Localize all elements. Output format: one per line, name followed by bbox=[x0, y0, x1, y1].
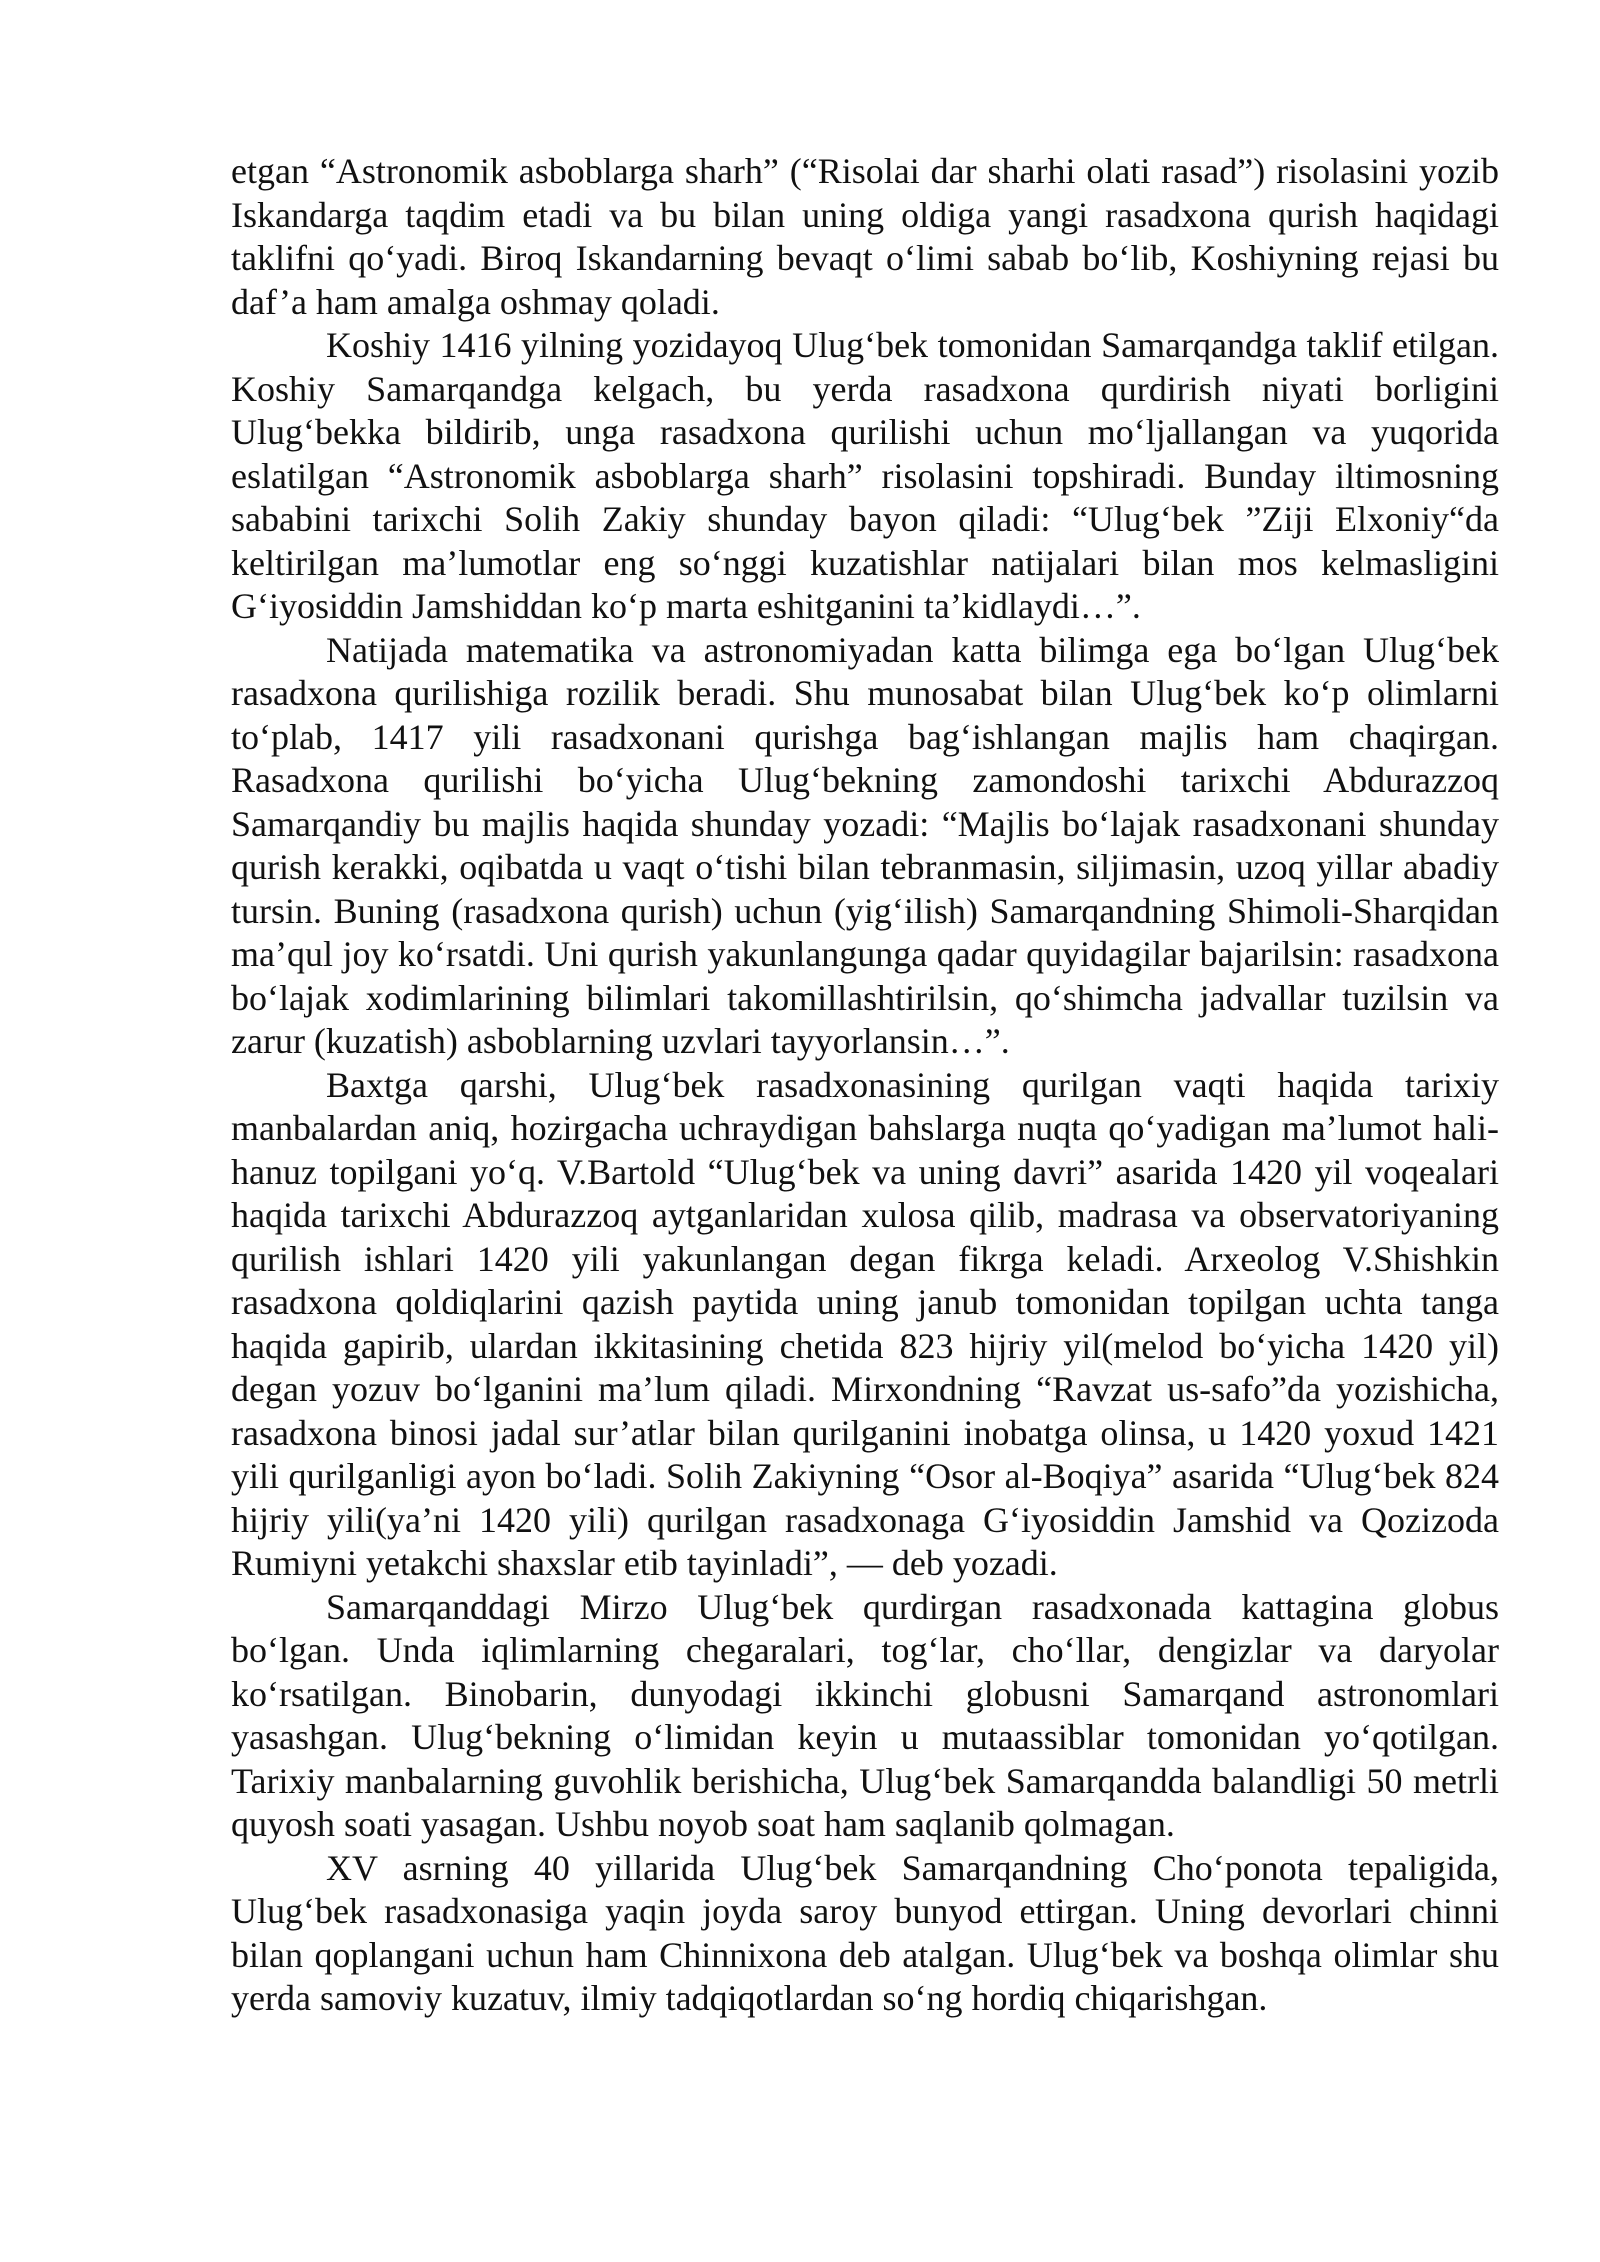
paragraph-5: Samarqanddagi Mirzo Ulug‘bek qurdirgan rasadxonada kattagina globus bo‘lgan. Unda iqlimlarning chegaralari, tog‘lar, cho‘llar, dengizlar va daryolar ko‘rsatilgan. Binobarin, dunyodagi ikkinchi globusni Samarqand astronomlari yasashgan. Ulug‘bekning o‘limidan keyin u mutaassiblar tomonidan yo‘qotilgan. Tarixiy manbalarning guvohlik berishicha, Ulug‘bek Samarqandda balandligi 50 metrli quyosh soati yasagan. Ushbu noyob soat ham saqlanib qolmagan. bbox=[231, 1586, 1499, 1844]
document-page bbox=[231, 150, 1499, 2021]
paragraph-2: Koshiy 1416 yilning yozidayoq Ulug‘bek tomonidan Samarqandga taklif etilgan. Koshiy Samarqandga kelgach, bu yerda rasadxona qurdirish niyati borligini Ulug‘bekka bildirib, unga rasadxona qurilishi uchun mo‘ljallangan va yuqorida eslatilgan “Astronomik asboblarga sharh” risolasini topshiradi. Bunday iltimosning sababini tarixchi Solih Zakiy shunday bayon qiladi: “Ulug‘bek ”Ziji Elxoniy“da keltirilgan ma’lumotlar eng so‘nggi kuzatishlar natijalari bilan mos kelmasligini G‘iyosiddin Jamshiddan ko‘p marta eshitganini ta’kidlaydi…”. bbox=[231, 325, 1499, 626]
paragraph-1: etgan “Astronomik asboblarga sharh” (“Risolai dar sharhi olati rasad”) risolasini yozib Iskandarga taqdim etadi va bu bilan uning oldiga yangi rasadxona qurish haqidagi taklifni qo‘yadi. Biroq Iskandarning bevaqt o‘limi sabab bo‘lib, Koshiyning rejasi bu daf’a ham amalga oshmay qoladi. bbox=[231, 151, 1499, 322]
paragraph-6: XV asrning 40 yillarida Ulug‘bek Samarqandning Cho‘ponota tepaligida, Ulug‘bek rasadxonasiga yaqin joyda saroy bunyod ettirgan. Uning devorlari chinni bilan qoplangani uchun ham Chinnixona deb atalgan. Ulug‘bek va boshqa olimlar shu yerda samoviy kuzatuv, ilmiy tadqiqotlardan so‘ng hordiq chiqarishgan. bbox=[231, 1847, 1499, 2018]
paragraph-3: Natijada matematika va astronomiyadan katta bilimga ega bo‘lgan Ulug‘bek rasadxona qurilishiga rozilik beradi. Shu munosabat bilan Ulug‘bek ko‘p olimlarni to‘plab, 1417 yili rasadxonani qurishga bag‘ishlangan majlis ham chaqirgan. Rasadxona qurilishi bo‘yicha Ulug‘bekning zamondoshi tarixchi Abdurazzoq Samarqandiy bu majlis haqida shunday yozadi: “Majlis bo‘lajak rasadxonani shunday qurish kerakki, oqibatda u vaqt o‘tishi bilan tebranmasin, siljimasin, uzoq yillar abadiy tursin. Buning (rasadxona qurish) uchun (yig‘ilish) Samarqandning Shimoli-Sharqidan ma’qul joy ko‘rsatdi. Uni qurish yakunlangunga qadar quyidagilar bajarilsin: rasadxona bo‘lajak xodimlarining bilimlari takomillashtirilsin, qo‘shimcha jadvallar tuzilsin va zarur (kuzatish) asboblarning uzvlari tayyorlansin…”. bbox=[231, 629, 1499, 1061]
paragraph-4: Baxtga qarshi, Ulug‘bek rasadxonasining qurilgan vaqti haqida tarixiy manbalardan aniq, hozirgacha uchraydigan bahslarga nuqta qo‘yadigan ma’lumot hali-hanuz topilgani yo‘q. V.Bartold “Ulug‘bek va uning davri” asarida 1420 yil voqealari haqida tarixchi Abdurazzoq aytganlaridan xulosa qilib, madrasa va observatoriyaning qurilish ishlari 1420 yili yakunlangan degan fikrga keladi. Arxeolog V.Shishkin rasadxona qoldiqlarini qazish paytida uning janub tomonidan topilgan uchta tanga haqida gapirib, ulardan ikkitasining chetida 823 hijriy yil(melod bo‘yicha 1420 yil) degan yozuv bo‘lganini ma’lum qiladi. Mirxondning “Ravzat us-safo”da yozishicha, rasadxona binosi jadal sur’atlar bilan qurilganini inobatga olinsa, u 1420 yoxud 1421 yili qurilganligi ayon bo‘ladi. Solih Zakiyning “Osor al-Boqiya” asarida “Ulug‘bek 824 hijriy yili(ya’ni 1420 yili) qurilgan rasadxonaga G‘iyosiddin Jamshid va Qozizoda Rumiyni yetakchi shaxslar etib tayinladi”, — deb yozadi. bbox=[231, 1064, 1499, 1583]
